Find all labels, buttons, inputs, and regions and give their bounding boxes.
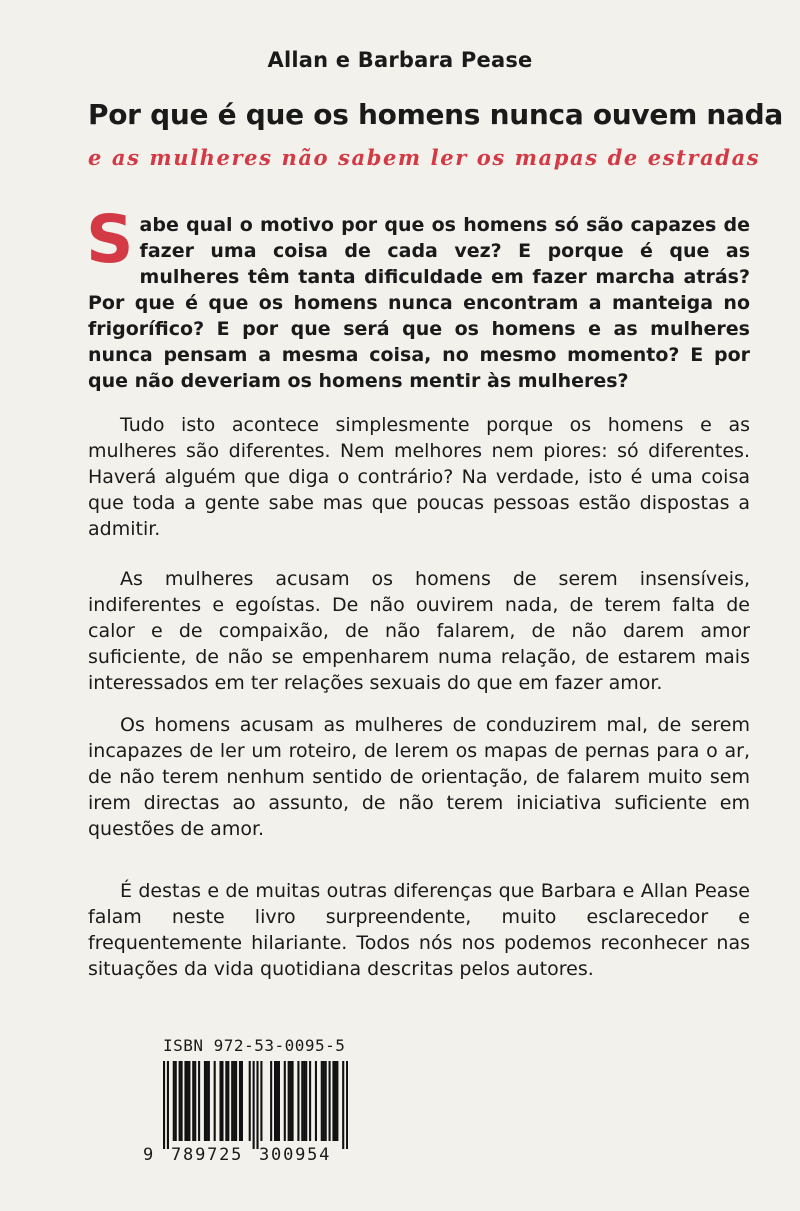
barcode-bar — [342, 1061, 344, 1149]
barcode-bar — [221, 1061, 223, 1141]
barcode-bar — [186, 1061, 188, 1141]
barcode-bar — [167, 1061, 169, 1149]
barcode-bar — [173, 1061, 175, 1141]
barcode-right-digits: 300954 — [259, 1145, 332, 1165]
barcode-bar — [214, 1061, 216, 1141]
barcode-bar — [208, 1061, 210, 1141]
barcode-bar — [194, 1061, 196, 1141]
barcode-bar — [303, 1061, 305, 1141]
barcode-bar — [334, 1061, 336, 1141]
barcode-bar — [301, 1061, 303, 1141]
barcode-bar — [184, 1061, 186, 1141]
book-subtitle: e as mulheres não sabem ler os mapas de estradas — [88, 145, 761, 170]
barcode-bar — [256, 1061, 258, 1149]
barcode-bar — [175, 1061, 177, 1141]
barcode-bar — [241, 1061, 243, 1141]
barcode-bar — [325, 1061, 327, 1141]
barcode-bar — [260, 1061, 262, 1141]
barcode-bar — [309, 1061, 311, 1141]
barcode-bar — [225, 1061, 227, 1141]
barcode-bar — [179, 1061, 181, 1141]
barcode-bar — [346, 1061, 348, 1149]
barcode-bar — [336, 1061, 338, 1141]
book-title: Por que é que os homens nunca ouvem nada — [88, 98, 783, 131]
barcode-bar — [270, 1061, 272, 1141]
barcode-bar — [278, 1061, 280, 1141]
isbn-label: ISBN 972-53-0095-5 — [163, 1036, 346, 1055]
barcode-bar — [315, 1061, 317, 1141]
barcode-bar — [188, 1061, 190, 1141]
barcode-bar — [163, 1061, 165, 1149]
intro-paragraph — [86, 201, 750, 394]
barcode-bar — [284, 1061, 286, 1141]
authors: Allan e Barbara Pease — [267, 48, 533, 72]
barcode-bar — [297, 1061, 299, 1141]
barcode-bar — [235, 1061, 237, 1141]
barcode-bar — [239, 1061, 241, 1141]
barcode-bar — [323, 1061, 325, 1141]
barcode-left-digits: 789725 — [171, 1145, 244, 1165]
barcode-bar — [332, 1061, 334, 1141]
barcode-bar — [206, 1061, 208, 1141]
barcode-bar — [227, 1061, 229, 1141]
paragraph-3: Os homens acusam as mulheres de conduzirem mal, de serem incapazes de ler um roteiro, de lerem os mapas de pernas para o ar, de não terem nenhum sentido de orientação, de falarem muito sem irem directas ao assunto, de não terem iniciativa suficiente em questões de amor. — [88, 714, 750, 840]
paragraph-4: É destas e de muitas outras diferenças que Barbara e Allan Pease falam neste livro surpreendente, muito esclarecedor e frequentemente hilariante. Todos nós nos podemos reconhecer nas situações da vida quotidiana descritas pelos autores. — [88, 880, 750, 980]
barcode-first-digit: 9 — [143, 1145, 154, 1165]
barcode-bar — [198, 1061, 200, 1141]
barcode-bar — [329, 1061, 331, 1141]
barcode-bar — [321, 1061, 323, 1141]
barcode — [143, 1061, 348, 1165]
barcode-bar — [290, 1061, 292, 1141]
barcode-bar — [192, 1061, 194, 1141]
paragraph-2: As mulheres acusam os homens de serem insensíveis, indiferentes e egoístas. De não ouvirem nada, de terem falta de calor e de compaixão, de não falarem, de não darem amor suficiente, de não se empenharem numa relação, de estarem mais interessados em ter relações sexuais do que em fazer amor. — [88, 568, 750, 694]
barcode-bar — [181, 1061, 183, 1141]
barcode-bar — [292, 1061, 294, 1141]
barcode-bar — [276, 1061, 278, 1141]
barcode-bars — [163, 1061, 348, 1149]
barcode-bar — [204, 1061, 206, 1141]
barcode-bar — [253, 1061, 255, 1149]
barcode-bar — [274, 1061, 276, 1141]
barcode-bar — [249, 1061, 251, 1141]
barcode-bar — [305, 1061, 307, 1141]
barcode-bar — [231, 1061, 233, 1141]
barcode-bar — [288, 1061, 290, 1141]
intro-text: abe qual o motivo por que os homens só são capazes de fazer uma coisa de cada vez? E porque é que as mulheres têm tanta dificuldade em fazer marcha atrás? Por que é que os homens nunca encontram a manteiga no frigorífico? E por que será que os homens e as mulheres nunca pensam a mesma coisa, no mesmo momento? E por que não deveriam os homens mentir às mulheres? — [88, 214, 750, 392]
drop-cap: S — [86, 201, 134, 278]
barcode-bar — [219, 1061, 221, 1141]
paragraph-1: Tudo isto acontece simplesmente porque os homens e as mulheres são diferentes. Nem melhores nem piores: só diferentes. Haverá alguém que diga o contrário? Na verdade, isto é uma coisa que toda a gente sabe mas que poucas pessoas estão dispostas a admitir. — [88, 414, 750, 540]
barcode-bar — [233, 1061, 235, 1141]
